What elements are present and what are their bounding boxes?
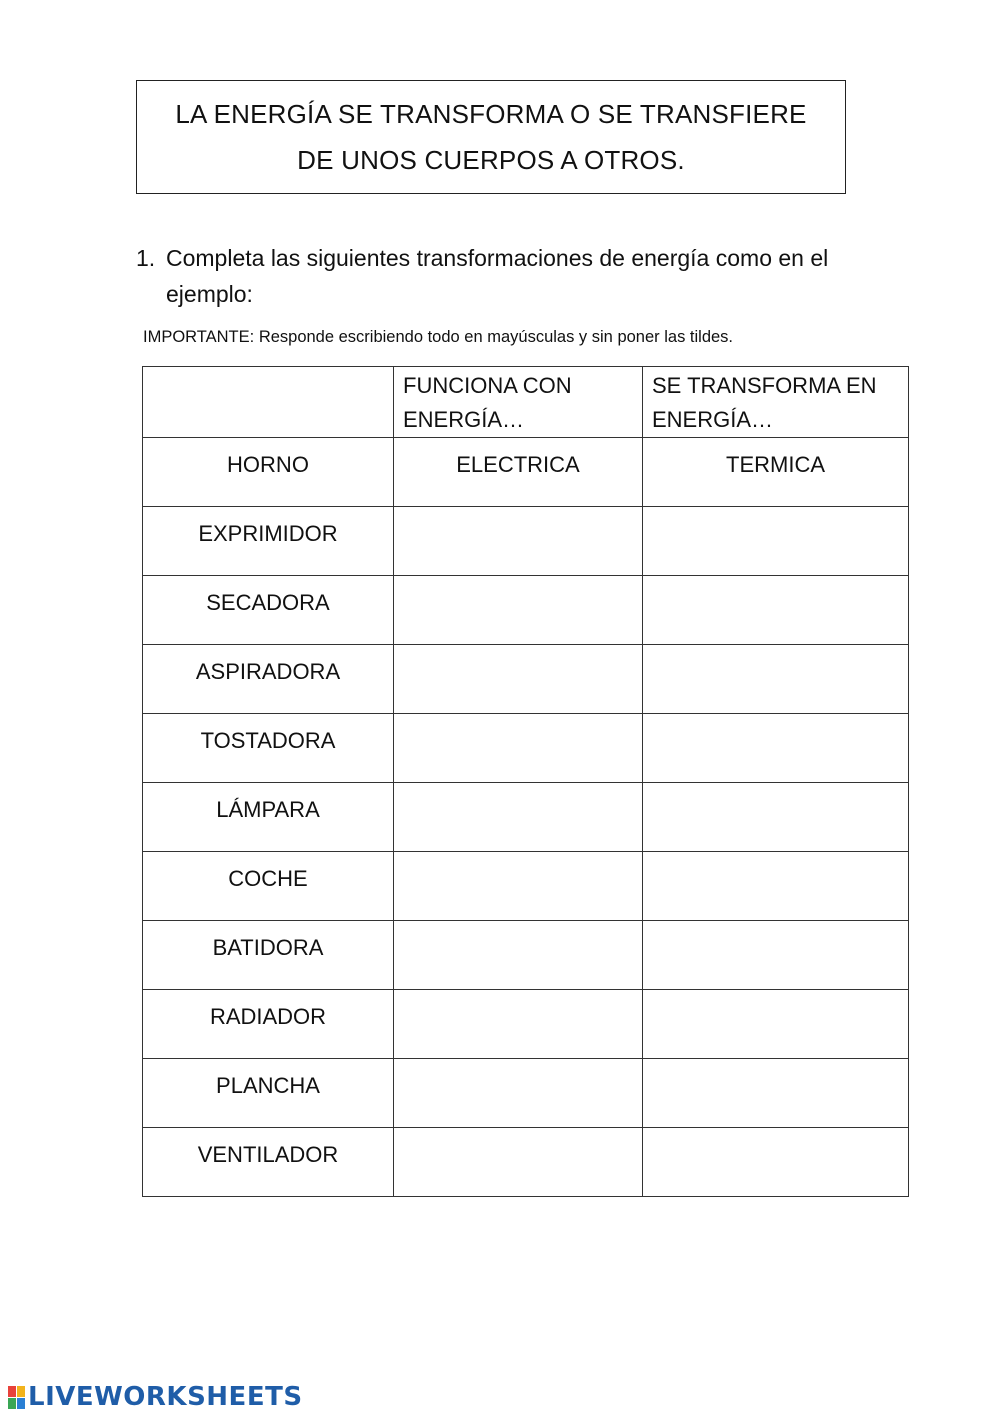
answer-cell-input-energy[interactable]: [394, 714, 643, 783]
table-row: [143, 645, 909, 714]
logo-block: [17, 1386, 25, 1397]
answer-cell-output-energy[interactable]: [643, 645, 909, 714]
table-row: [143, 1059, 909, 1128]
answer-cell-output-energy[interactable]: [643, 1128, 909, 1197]
answer-cell-input-energy[interactable]: [394, 921, 643, 990]
answer-cell-input-energy[interactable]: [394, 990, 643, 1059]
answer-cell-output-energy: TERMICA: [643, 438, 909, 507]
answer-cell-input-energy[interactable]: [394, 1128, 643, 1197]
answer-cell-output-energy[interactable]: [643, 1059, 909, 1128]
table-row: [143, 852, 909, 921]
logo-block: [8, 1386, 16, 1397]
header-cell-transforma: SE TRANSFORMA EN ENERGÍA…: [643, 367, 909, 438]
appliance-cell: ASPIRADORA: [143, 645, 394, 714]
title-line-2: DE UNOS CUERPOS A OTROS.: [297, 145, 685, 175]
appliance-cell: LÁMPARA: [143, 783, 394, 852]
answer-cell-input-energy: ELECTRICA: [394, 438, 643, 507]
instruction-text: Completa las siguientes transformaciones de energía como en el ejemplo:: [166, 245, 829, 307]
answer-cell-output-energy[interactable]: [643, 921, 909, 990]
answer-cell-input-energy[interactable]: [394, 783, 643, 852]
logo-block: [8, 1398, 16, 1409]
table-row: [143, 438, 909, 507]
logo-blocks-icon: [8, 1386, 25, 1409]
answer-cell-output-energy[interactable]: [643, 990, 909, 1059]
appliance-cell: SECADORA: [143, 576, 394, 645]
answer-cell-input-energy[interactable]: [394, 852, 643, 921]
instruction: [136, 240, 856, 312]
appliance-cell: BATIDORA: [143, 921, 394, 990]
energy-table: [142, 366, 909, 1197]
answer-cell-input-energy[interactable]: [394, 507, 643, 576]
table-row: [143, 714, 909, 783]
appliance-cell: VENTILADOR: [143, 1128, 394, 1197]
answer-cell-input-energy[interactable]: [394, 1059, 643, 1128]
appliance-cell: EXPRIMIDOR: [143, 507, 394, 576]
answer-cell-input-energy[interactable]: [394, 576, 643, 645]
appliance-cell: PLANCHA: [143, 1059, 394, 1128]
answer-cell-output-energy[interactable]: [643, 852, 909, 921]
appliance-cell: COCHE: [143, 852, 394, 921]
answer-cell-input-energy[interactable]: [394, 645, 643, 714]
title-box: [136, 80, 846, 194]
table-row: [143, 990, 909, 1059]
instruction-number: 1.: [136, 245, 156, 271]
answer-cell-output-energy[interactable]: [643, 507, 909, 576]
title-line-1: LA ENERGÍA SE TRANSFORMA O SE TRANSFIERE: [175, 99, 807, 129]
answer-cell-output-energy[interactable]: [643, 714, 909, 783]
header-cell-funciona: FUNCIONA CON ENERGÍA…: [394, 367, 643, 438]
liveworksheets-logo[interactable]: [8, 1382, 303, 1412]
table-header-row: [143, 367, 909, 438]
appliance-cell: HORNO: [143, 438, 394, 507]
logo-text: LIVEWORKSHEETS: [28, 1382, 303, 1412]
table-row: [143, 576, 909, 645]
header-cell-empty: [143, 367, 394, 438]
table-row: [143, 921, 909, 990]
table-row: [143, 783, 909, 852]
important-note: IMPORTANTE: Responde escribiendo todo en mayúsculas y sin poner las tildes.: [143, 328, 734, 346]
logo-block: [17, 1398, 25, 1409]
answer-cell-output-energy[interactable]: [643, 576, 909, 645]
answer-cell-output-energy[interactable]: [643, 783, 909, 852]
appliance-cell: TOSTADORA: [143, 714, 394, 783]
table-row: [143, 507, 909, 576]
table-row: [143, 1128, 909, 1197]
appliance-cell: RADIADOR: [143, 990, 394, 1059]
